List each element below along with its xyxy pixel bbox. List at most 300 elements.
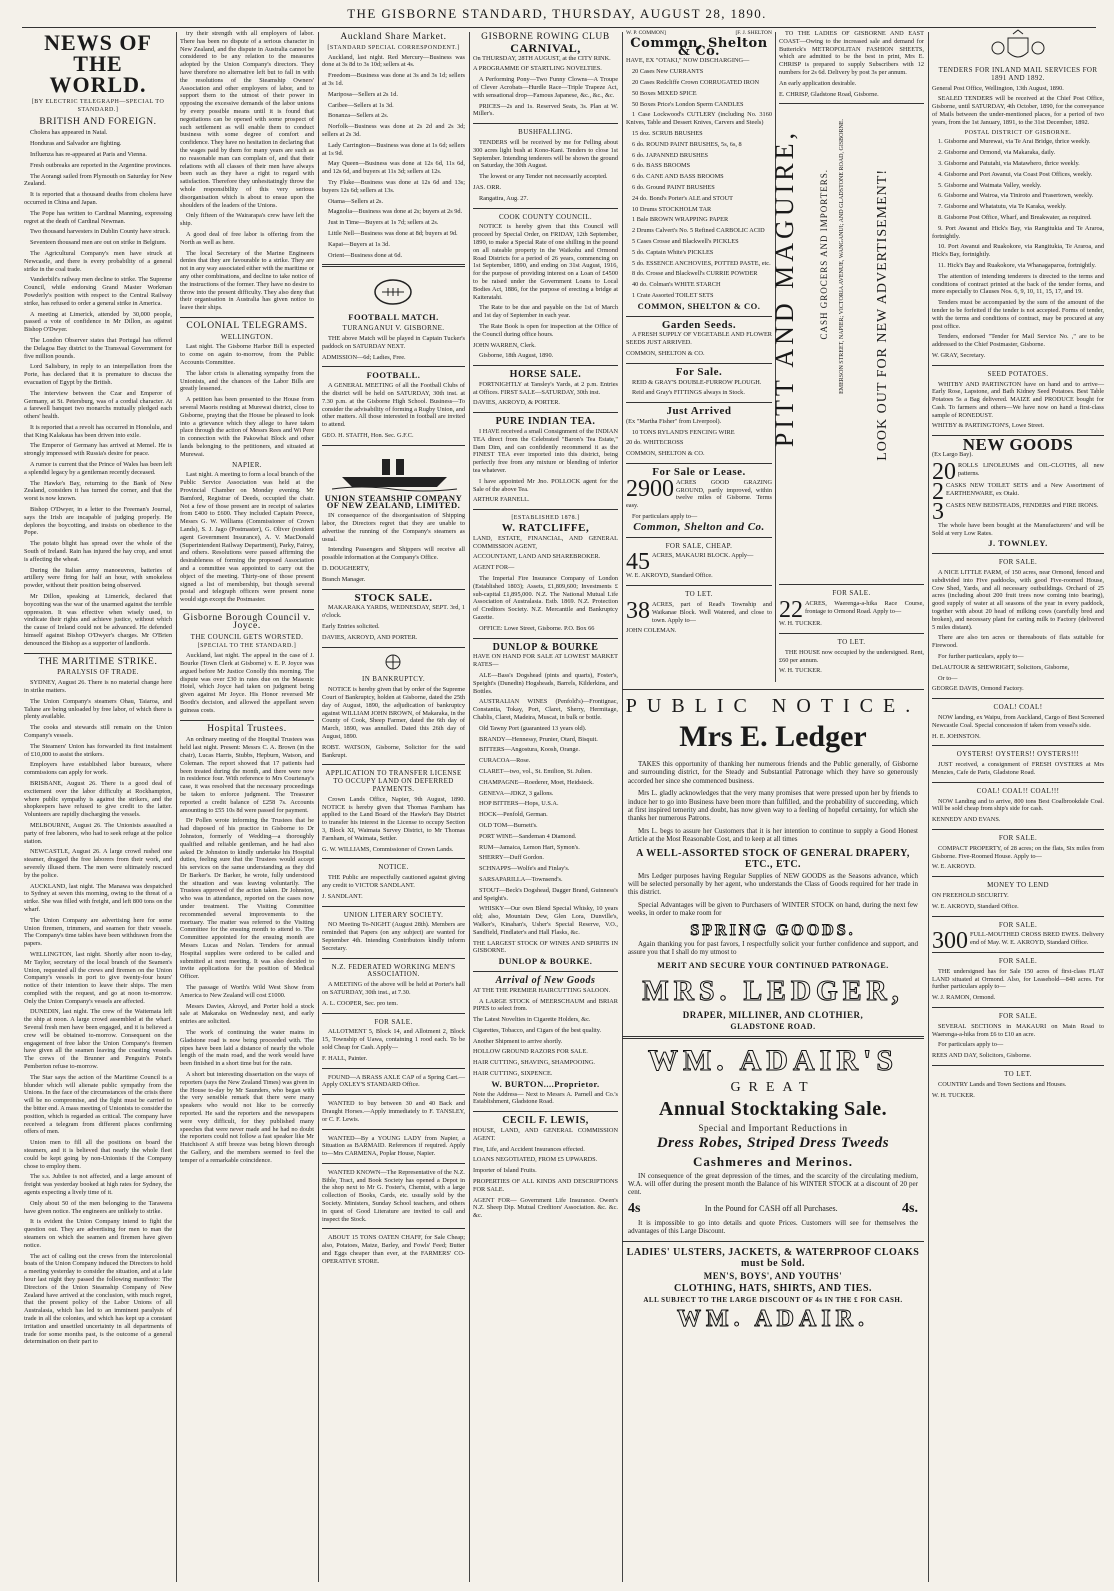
farm-sign-2: GEORGE DAVIS, Ormond Factory. (932, 685, 1024, 693)
carnival-text: A Performing Pony—Two Funny Clowns—A Troupe of Clever Acrobats—Hurdle Race—Triple Trapeze Act, with sensational drop—Famous Japanese, &c., &c., &c. (473, 76, 618, 99)
bushfalling-text: TENDERS will be received by me for Felling about 300 acres light bush at Kono-Kani. Tenders to close 1st September. Intending tenderers will be shown the ground on Saturday, the 30th August. (473, 138, 618, 170)
divider (322, 858, 465, 859)
goods-item: 50 Boxes Price's London Sperm CANDLES (632, 100, 744, 108)
maritime-strike-heading: THE MARITIME STRIKE. (38, 656, 158, 667)
football-text: THE above Match will be played in Captain Tucker's paddock on SATURDAY NEXT. (322, 334, 465, 350)
divider (622, 1036, 924, 1039)
divider (180, 720, 314, 721)
sections-apply: For particulars apply to— (938, 1041, 1004, 1049)
divider (322, 1068, 465, 1069)
goods-item: 2 Drums Calvert's No. 5 Refined CARBOLIC ACID (632, 227, 765, 235)
divider (626, 316, 772, 317)
special-note: [SPECIAL TO THE STANDARD.] (197, 643, 297, 650)
compact-heading: FOR SALE. (998, 833, 1038, 842)
strike-paragraph: The act of calling out the crews from the intercolonial boats of the Union Company induced the Directors to hold a meeting yesterday to consider the situation, and at a late hour last night they passed the following manifesto: The Directors of the Union Steamship Company of New Zealand have arrived at the conclusion, with much regret, that the present policy of the Labor Unions of all Australasia, which has led to an imminent paralysis of trade in all the colonies, and which has kept up a constant irritation and unsettled uncertainty in all departments of trade for some months past, is the outcome of a general determination on their part to (24, 1252, 172, 1346)
column-rule (469, 32, 470, 1582)
divider (932, 916, 1104, 917)
divider (322, 1129, 465, 1130)
news-paragraph: Cholera has appeared in Natal. (30, 129, 108, 137)
gpo-text-3: Tenders must be accompanied by the sum of the amount of the tender to be forfeited if the tender is not accepted. Forms of tender, with the terms and conditions of contract, may be procured at any post office. (932, 299, 1104, 330)
just-arrived-title: Just Arrived (666, 405, 732, 418)
goods-item: 1 Crate Assorted TOILET SETS (632, 291, 714, 299)
ratcliffe-subtitle: LAND, ESTATE, FINANCIAL, AND GENERAL COMMISSION AGENT, (473, 534, 618, 550)
gpo-line: General Post Office, Wellington, 13th August, 1890. (932, 84, 1064, 92)
share-quote: Magnolia—Business was done at 2s; buyers at 2s 9d. (328, 208, 463, 216)
new-goods-note: The whole have been bought at the Manufacturers' and will be Sold at very Low Rates. (932, 521, 1104, 537)
goods-item: 24 do. Bond's Porter's ALE and STOUT (632, 194, 733, 202)
lease-apply: For particulars apply to— (632, 513, 698, 521)
news-paragraph: Honduras and Salvador are fighting. (30, 140, 122, 148)
goods-list (626, 68, 772, 300)
let-text: ACRES, part of Read's Township and Waikanae Block. Well Watered, and close to town. Apply to— (652, 601, 772, 624)
column-rule (176, 32, 177, 1582)
new-goods-3: 3 CASES NEW BEDSTEADS, FENDERS and FIRE IRONS. (932, 502, 1104, 510)
dunlop-item: Old Tawny Port (guaranteed 13 years old). (479, 724, 587, 732)
farm-sign: DeLAUTOUR & SHEWRIGHT, Solicitors, Gisborne, (932, 663, 1070, 671)
lewis-title: CECIL F. LEWIS, (502, 1115, 589, 1127)
news-paragraph: Fresh outbreaks are reported in the Argentine provinces. (30, 161, 172, 169)
hollow-razors: HOLLOW GROUND RAZORS FOR SALE. (473, 1048, 588, 1056)
haircut-services: HAIR CUTTING, SHAVING, SHAMPOOING. (473, 1059, 595, 1067)
coal2-sign: KENNEDY AND EVANS. (932, 816, 1001, 824)
divider (779, 584, 924, 585)
union-company-title: UNION STEAMSHIP COMPANY OF NEW ZEALAND, LIMITED. (324, 492, 463, 511)
lewis-loans: LOANS NEGOTIATED, FROM £5 UPWARDS. (473, 1156, 598, 1164)
dunlop-sign: DUNLOP & BOURKE. (498, 956, 593, 967)
goods-item: 50 Boxes MIXED SPICE (632, 89, 697, 97)
wellington-paragraph: A petition has been presented to the House from several Maoris residing at Murewai district, close to Gisborne, praying that the House be pleased to look into a grievance which they allege to have taken place through the action of Messrs Rees and Wi Pere in connection with the Pakowhai Block and other lands belonging to the petitioners, and situated at Murewai. (180, 396, 314, 458)
burton-address: Note the Address— Next to Messrs A. Parnell and Co.'s Establishment, Gladstone Road. (473, 1090, 618, 1106)
stock-sale-entries: Early Entries solicited. (322, 623, 380, 631)
dunlop-item: BITTERS—Angostura, Koosh, Orange. (479, 746, 580, 754)
football-match-title: FOOTBALL MATCH. (348, 312, 439, 323)
dunlop-largest: THE LARGEST STOCK OF WINES AND SPIRITS IN GISBORNE. (473, 939, 618, 955)
oysters-text: JUST received, a consignment of FRESH OYSTERS at Mrs Menzies, Cafe de Paris, Gladstone Road. (932, 761, 1104, 776)
mail-route: 3. Gisborne and Patutahi, via Matawhero, thrice weekly. (938, 159, 1080, 167)
dunlop-item: OLD TOM—Burnett's. (479, 821, 538, 829)
public-notice-title: PUBLIC NOTICE. (625, 695, 921, 717)
gladstone-line: GLADSTONE ROAD. (730, 1021, 816, 1031)
dunlop-item: HOCK—Penfold, German. (479, 811, 548, 819)
ledger-name: Mrs E. Ledger (679, 720, 867, 753)
stock-sale-sign: DAVIES, AKROYD, AND PORTER. (322, 633, 418, 641)
new-goods-2: 2 CASKS NEW TOILET SETS and a New Assortment of EARTHENWARE, ex Otaki. (932, 478, 1104, 505)
goods-item: 6 do. JAPANNED BRUSHES (632, 151, 709, 159)
house-to-let-heading: TO LET. (837, 637, 866, 646)
county-council-text-3: The Rate Book is open for inspection at the Office of the Council during office hours. (473, 322, 618, 338)
coal-text: NOW landing, ex Waipu, from Auckland, Cargo of Best Screened Newcastle Coal. Special concession if taken from vessel's side. (932, 714, 1104, 729)
divider (322, 764, 465, 765)
divider (626, 585, 772, 586)
money-heading: MONEY TO LEND (987, 881, 1049, 890)
literary-text: NO Meeting To-NIGHT (August 28th). Members are reminded that Papers (on any subject) are wanted for September 4th. Intending Contributors kindly inform Secretary. (322, 921, 465, 952)
otaki-discharge: HAVE, EX "OTAKI," NOW DISCHARGING— (626, 57, 750, 65)
hospital-paragraphs (180, 736, 314, 1164)
reductions-line: Special and Important Reductions in (698, 1122, 848, 1133)
share-quote: Caribee—Sellers at 1s 3d. (328, 101, 394, 109)
indian-tea-sign: ARTHUR FARNELL. (473, 496, 530, 504)
farm-text-3: For further particulars, apply to— (938, 653, 1024, 661)
notice-heading: NOTICE. (378, 863, 409, 872)
strike-paragraph: A good deal of free labor is offering from the North as well as here. (180, 230, 314, 246)
working-men-heading: N.Z. FEDERATED WORKING MEN'S ASSOCIATION. (331, 962, 456, 979)
race-course-acres: 22 (779, 597, 803, 624)
indian-tea-title: PURE INDIAN TEA. (495, 416, 596, 428)
dunlop-items (473, 672, 618, 937)
wellington-paragraph: The labor crisis is alienating sympathy from the Unionists, and the chances of the Labor Bills are greatly lessened. (180, 369, 314, 393)
news-paragraph: Lord Salisbury, in reply to an interpellation from the Porte, has declared that it is premature to discuss the evacuation of Egypt by the British. (24, 363, 172, 386)
ratcliffe-title: W. RATCLIFFE, (501, 522, 590, 535)
ledger-p4: Mrs Ledger purposes having Regular Supplies of NEW GOODS as the Seasons advance, which will be selected personally by her agent, who understands the Class of Goods required for her trade in this district. (628, 871, 918, 897)
goods-item: 6 do. ROUND PAINT BRUSHES, 5s, 6s, 8 (632, 140, 742, 148)
dress-robes-line: Dress Robes, Striped Dress Tweeds (656, 1134, 890, 1151)
divider (779, 103, 924, 104)
ladies-sign: E. CHRISP, Gladstone Road, Gisborne. (779, 90, 879, 98)
premier-text-4: Another Shipment to arrive shortly. (473, 1037, 563, 1045)
divider (473, 365, 618, 366)
horse-sale-title: HORSE SALE. (509, 369, 582, 381)
column-ads-3 (626, 30, 772, 680)
strike-continued (180, 30, 314, 312)
carnival-title: CARNIVAL, (510, 40, 581, 55)
steamship-icon (322, 451, 465, 493)
lease-text: ACRES GOOD GRAZING GROUND, partly improved, within twelve miles of Gisborne. Terms easy. (626, 478, 772, 510)
borough-paragraphs (180, 652, 314, 714)
discount-text: In the Pound for CASH off all Purchases. (704, 1204, 838, 1214)
union-company-text (322, 512, 465, 562)
news-paragraph: The Emperor of Germany has arrived at Memel. He is strongly impressed with Russia's desire for peace. (24, 442, 172, 458)
hospital-paragraph: Dr Pollen wrote informing the Trustees that he had disposed of his practice in Gisborne to Dr Johnston, formerly of Wedding—a thoroughly qualified and reliable gentleman, and he had also asked Dr Johnston to kindly undertake his Hospital duties, feeling sure that the Trustees would accept his services on the same understanding as they did Dr Barker's. Dr Barker, he wrote, fully understood the situation and was leaving voluntarily. The Trustees approved of the action taken. Dr Johnston, who was in attendance, reported on the cases now under treatment. The Visiting Committee recommended several improvements to the mortuary. The matter was referred to the Visiting Committee for the ensuing month to attend to. The Committee appointed for the ensuing month are Messrs Lucas and Nolan. Tenders for annual Hospital supplies were ordered to be called and submitted at next meeting. It was also decided to invite applications for the position of Medical Officer. (180, 817, 314, 981)
strike-paragraph: DUNEDIN, last night. The crew of the Waitemata left the ship at noon. A large crowd assembled at the wharf. Several fresh men have been engaged, and it is believed a crew will be obtained to-morrow. Consequent on the engagement of free labor the Union Company's firemen have given all the seamen leaving the coasting vessels. The crews of the Brunner and Penguin's Point's Pemberton refuse to-morrow. (24, 1008, 172, 1071)
share-quote: Lady Carrington—Business was done at 1s 6d; sellers at 1s 9d. (322, 141, 465, 157)
goods-item: 6 do. CANE AND BASS BROOMS (632, 173, 724, 181)
license-text: Crown Lands Office, Napier, 9th August, 1890. NOTICE is hereby given that Thomas Farnham has applied to the Land Board of the Hawke's Bay District to transfer his interest in the License to occupy Section 3, Block XI, Waimata Survey District, to Mr Thomas Farnham, of Waimata, Settler. (322, 795, 465, 842)
dunlop-item: PORT WINE—Sandeman 4 Diamond. (479, 832, 577, 840)
strike-paragraph: AUCKLAND, last night. The Manawa was despatched to Sydney at seven this morning, owing to the threat of a strike. She was filled with freight, and left 800 tons on the wharf. (24, 882, 172, 913)
colonial-heading: COLONIAL TELEGRAMS. (186, 320, 308, 331)
wanted-known-text: WANTED KNOWN—The Representative of the N.Z. Bible, Tract, and Book Society has opened a Depot in the shop next to Mr G. Foster's, Chemist, with a large collection of Books, Cards, etc. usually sold by the Society. Ministers, Sunday School teachers, and others in quest of Good Literature are invited to call and inspect the Stock. (322, 1168, 465, 1223)
goods-item: 40 do. Colman's WHITE STARCH (632, 281, 721, 289)
working-men-sign: A. L. COOPER, Sec. pro tem. (322, 999, 398, 1007)
mrs-ledger-banner: MRS. LEDGER, (642, 975, 904, 1007)
divider (473, 509, 618, 510)
divider (473, 123, 618, 124)
oysters-heading: OYSTERS! OYSTERS!! OYSTERS!!! (956, 750, 1080, 759)
strike-paragraph: Only about 50 of the men belonging to the Tarawera have given notice. The engineers are unlikely to strike. (24, 1199, 172, 1215)
strike-paragraph: The s.s. Jubilee is not affected, and a large amount of freight was yesterday booked at high rates for Sydney, the agents expecting a lively time of it. (24, 1173, 172, 1197)
mail-route: 2. Gisborne and Ormond, via Makaraka, daily. (938, 149, 1056, 157)
football-admission: ADMISSION—6d; Ladies, Free. (322, 353, 406, 361)
garden-seeds-sign: COMMON, SHELTON & CO. (626, 349, 705, 357)
for-sale-text: ALLOTMENT 5, Block 14, and Allotment 2, Block 15, Township of Uawa, containing 1 rood each. To be sold Cheap for Cash. Apply— (322, 1028, 465, 1051)
share-quote: Try Fluke—Business was done at 12s 6d and 13s; buyers 12s 6d; sellers at 13s. (322, 178, 465, 194)
burton-sign: W. BURTON....Proprietor. (491, 1078, 600, 1089)
divider (322, 445, 465, 446)
dunlop-item: AUSTRALIAN WINES (Penfold's)—Frontignac, Constantia, Tokay, Port, Claret, Sherry, Hermitage, Chablis, Claret, Madeira, Muscat, in bulk or bottle. (473, 698, 618, 721)
column-ads-4 (770, 30, 924, 680)
share-quote: Auckland, last night. Red Mercury—Business was done at 3s 8d to 3s 10d; sellers at 4s. (322, 53, 465, 69)
pitt-maguire-title: PITT AND MAGUIRE, (770, 129, 799, 448)
ratcliffe-office: OFFICE: Lowe Street, Gisborne. P.O. Box 66 (479, 624, 595, 632)
new-goods-1: 20 ROLLS LINOLEUMS and OIL-CLOTHS, all new patterns. (932, 458, 1104, 485)
masthead-title: THE GISBORNE STANDARD, THURSDAY, AUGUST 28, 1890. (347, 6, 767, 21)
great-line: GREAT (730, 1079, 816, 1095)
new-goods-sub: (Ex Largo Bay). (932, 451, 973, 459)
divider (932, 829, 1104, 830)
goods-item: 8 do. Crosse and Blackwell's CURRIE POWDER (632, 270, 758, 278)
coal-sign: H. E. JOHNSTON. (932, 732, 981, 740)
dunlop-intro: HAVE ON HAND FOR SALE AT LOWEST MARKET RATES— (473, 653, 618, 669)
dunlop-item: ALE—Bass's Dogshead (pints and quarts), Foster's, Speight's (Dunedin) Hogsheads, Barrels, Kilderkins, and Bottles. (473, 672, 618, 695)
license-sign: G. W. WILLIAMS, Commissioner of Crown Lands. (322, 845, 454, 853)
column-news (24, 30, 172, 1583)
mail-tenders-heading: TENDERS FOR INLAND MAIL SERVICES FOR 1891 AND 1892. (938, 66, 1098, 82)
county-council-heading: COOK COUNTY COUNCIL. (498, 212, 593, 221)
union-role: Branch Manager. (322, 575, 366, 583)
stock-sale-text: MAKARAKA YARDS, WEDNESDAY, SEPT. 3rd, 1 o'clock. (322, 604, 465, 620)
ratcliffe-text: The Imperial Fire Insurance Company of London (Established 1803); Assets, £1,809,600; Investments £ sub-capital £1,895,000. N.Z. The National Mutual Life Association of Australasia. Estb. 1869. N.Z. Protection of Creditors Society. N.Z. Mercantile and Bankruptcy Gazette. (473, 575, 618, 622)
napier-paragraphs (180, 471, 314, 604)
coal-heading: COAL! COAL! (993, 703, 1043, 712)
discount-left: 4s (628, 1200, 641, 1216)
money-sign: W. E. AKROYD, Standard Office. (932, 902, 1019, 910)
farm-text: A NICE LITTLE FARM, of 150 acres, near Ormond, fenced and subdivided into Five paddocks, with good Five-roomed House, Cow Shed, Yards, and all necessary outbuildings. Orchard of 25 acres (including about 200 fruit trees now coming into bearing), good supply of water at all seasons of the year in every paddock, together with about 20 head of milking cows (carefully bred and broken), and necessary plant for carting milk to Factory (delivered 5 miles distant). (932, 569, 1104, 631)
mail-route: 4. Gisborne and Port Awanui, via Coast Post Offices, weekly. (938, 170, 1093, 178)
let-acres: 38 (626, 598, 650, 625)
union-paragraph: IN consequence of the disorganisation of Shipping labor, the Directors regret that they are unable to advertise the running of the Company's steamers as usual. (322, 512, 465, 543)
dunlop-item: SHERRY—Duff Gordon. (479, 854, 544, 862)
royal-arms-icon (988, 30, 1048, 64)
bankruptcy-heading: IN BANKRUPTCY. (361, 675, 426, 684)
coal2-heading: COAL! COAL!! COAL!!! (976, 786, 1060, 795)
new-goods-3-text: CASES NEW BEDSTEADS, FENDERS and FIRE IRONS. (946, 501, 1099, 509)
dunlop-title: DUNLOP & BOURKE (492, 641, 599, 653)
goods-item: 5 do. Captain White's PICKLES (632, 248, 714, 256)
strike-paragraph: It is evident the Union Company intend to fight the question out. They are advertising for men to man the steamers on which the seamen and firemen have given notice. (24, 1218, 172, 1249)
coat-of-arms-icon (322, 653, 465, 671)
goods-item: 6 do. Ground PAINT BRUSHES (632, 183, 715, 191)
subject-line: ALL SUBJECT TO THE LARGE DISCOUNT OF 4s IN THE £ FOR CASH. (643, 1295, 903, 1304)
gpo-text-2: The attention of intending tenderers is directed to the terms and conditions of contract printed at the back of the tender forms, and more especially to Clauses Nos. 6, 9, 10, 11, 15, 17, and 19. (932, 272, 1104, 296)
wanted-barmaid-text: WANTED—By a YOUNG LADY from Napier, a Situation as BARMAID. References if required. Apply to—Mrs CARMENA, Poplar House, Napier. (322, 1134, 465, 1158)
country-text: COUNTRY Lands and Town Sections and Houses. (938, 1080, 1067, 1088)
share-quote: Orient—Business done at 6d. (328, 251, 403, 259)
cheap-sign: W. E. AKROYD, Standard Office. (626, 572, 713, 580)
common-shelton-sign: COMMON, SHELTON & CO. (637, 300, 761, 311)
premier-text: A LARGE STOCK of MEERSCHAUM and BRIAR PIPES to select from. (473, 997, 618, 1013)
divider (626, 363, 772, 364)
goods-item: 20 Cases Redcliffe Crown CORRUGATED IRON (632, 78, 760, 86)
just-arrived-sub: (Ex "Martha Fisher" from Liverpool). (626, 417, 722, 425)
flat-land-sign: W. J. RAMON, Ormond. (932, 994, 996, 1002)
country-sign: W. H. TUCKER. (932, 1091, 975, 1099)
goods-item: 20 Cases New CURRANTS (632, 68, 704, 76)
divider (322, 366, 465, 367)
new-goods-title: Arrival of New Goods (495, 974, 596, 986)
strike-paragraph: try their strength with all employers of labor. There has been no dispute of a serious character in New Zealand, and the dispute in Australia cannot be considered to be any relation to the measures adopted by the Union Company's directors. They have therefore no alternative left but to fall in with the resolutions of the Steamship Owners' Association and other employers of labor, and to support them to the utmost of their power in opposing the excessive demands of the labor unions by every possible means until it is found that negotiations can be opened with some prospect of such settlement as will enable them to conduct business with some degree of comfort and confidence. They have no hesitation in declaring that the wages paid by them for many years are such as no reasonable man can complain of, and that their relations with all classes of their men have always been such as they have a right to regard with satisfaction. Therefore they unhesitatingly throw the whole responsibility of this very serious disorganisation which is about to ensue upon the shoulders of the leaders of the Unions. (180, 30, 314, 209)
divider (932, 745, 1104, 746)
common-shelton-title: Common, Shelton & Co. (630, 35, 768, 59)
goods-item: 5 Cases Crosse and Blackwell's PICKLES (632, 237, 739, 245)
column-ads-2 (473, 30, 618, 1583)
seed-potatoes-sign: WHITBY & PARTINGTON'S, Lowe Street. (932, 422, 1045, 430)
new-goods-1-text: ROLLS LINOLEUMS and OIL-CLOTHS, all new patterns. (958, 461, 1104, 477)
public-notice (622, 684, 924, 1584)
strike-paragraph: The Union Company's steamers Ohau, Taiaroa, and Talune are being unloaded by free labor, of which there is plenty available. (24, 697, 172, 721)
divider (180, 609, 314, 610)
goods-item: 1 Bale BROWN WRAPPING PAPER (632, 216, 729, 224)
established-note: [ESTABLISHED 1878.] (511, 515, 580, 522)
ewes-text: FULL-MOUTHED CROSS BRED EWES. Delivery end of May. W. E. AKROYD, Standard Office. (970, 931, 1104, 947)
news-paragraph: The Agricultural Company's men have struck at Newcastle, and there is every probability of a general strike in the coal trade. (24, 249, 172, 273)
divider (626, 402, 772, 403)
share-quote: Freedom—Business was done at 3s and 3s 1d; sellers at 3s 1d. (322, 72, 465, 87)
mail-route: 6. Gisborne and Wairoa, via Tiniroto and Frasertown, weekly. (938, 192, 1094, 200)
license-heading: APPLICATION TO TRANSFER LICENSE TO OCCUPY LAND ON DEFERRED PAYMENTS. (325, 769, 462, 793)
draper-line: DRAPER, MILLINER, AND CLOTHIER, (682, 1009, 864, 1020)
premier-text-2: The Latest Novelties in Cigarette Holders, &c. (473, 1016, 591, 1024)
adair-p1: IN consequence of the great depression of the times, and the scarcity of the circulating medium, W.A. will offer during the present month the Balance of his WINTER STOCK at a discount of 20 per cent. (628, 1171, 918, 1197)
chaff-text: ABOUT 15 TONS OATEN CHAFF, for Sale Cheap; also, Potatoes, Maize, Barley, and Fowls' Feed; Butter and Eggs cheaper than ever, at the FARMERS' CO-OPERATIVE STORE. (322, 1234, 465, 1265)
divider (473, 208, 618, 209)
share-quote: Little Nell—Business was done at 8d; buyers at 9d. (328, 229, 458, 237)
haircut-price: HAIR CUTTING, SIXPENCE. (473, 1070, 553, 1078)
lewis-importer: Importer of Island Fruits. (473, 1167, 537, 1175)
compact-sign: W. E. AKROYD. (932, 863, 976, 871)
county-council-sign: JOHN WARREN, Clerk. (473, 341, 536, 349)
column-rule (318, 32, 319, 1582)
mens-line: MEN'S, BOYS', AND YOUTHS' (703, 1270, 843, 1281)
mail-route: 1. Gisborne and Murewai, via Te Arai Bridge, thrice weekly. (938, 138, 1091, 146)
news-paragraph: The Hawke's Bay, returning to the Bank of New Zealand, considers it has turned the corner, and that the worst is now known. (24, 479, 172, 503)
lease-block (626, 475, 772, 510)
news-paragraph: A rumor is current that the Prince of Wales has been left a splendid legacy by a gentleman recently deceased. (24, 461, 172, 476)
sections-sign: REES AND DAY, Solicitors, Gisborne. (932, 1052, 1032, 1060)
union-signature: D. DOUGHERTY, (322, 565, 370, 573)
share-quote: Norfolk—Business was done at 2s 2d and 2s 3d; sellers at 2s 3d. (322, 123, 465, 138)
share-quote: Just in Time—Buyers at 1s 7d; sellers at 2s. (328, 219, 439, 227)
british-foreign-heading: BRITISH AND FOREIGN. (39, 116, 157, 127)
hospital-heading: Hospital Trustees. (207, 723, 287, 734)
indian-tea-text-2: I have appointed Mr Jno. POLLOCK agent for the Sale of the above Tea. (473, 477, 618, 493)
news-paragraph: Two thousand harvesters in Dublin County have struck. (30, 228, 171, 236)
divider (932, 553, 1104, 554)
divider (322, 906, 465, 907)
news-byline: [BY ELECTRIC TELEGRAPH—SPECIAL TO STANDARD.] (31, 99, 165, 113)
share-quote: Bonanza—Sellers at 2s. (328, 112, 389, 120)
race-course-heading: FOR SALE. (832, 589, 871, 598)
news-paragraph: Seventeen thousand men are out on strike in Belgium. (30, 239, 167, 247)
goods-item: 1 Case Lockwood's CUTLERY (including No. 3160 Knives, Table and Dessert Knives, Carvers and Steels) (626, 111, 772, 127)
strike-paragraph: NEWCASTLE, August 26. A large crowd rushed one steamer, dragged the free laborers from their work, and severely illused them. The men were ultimately rescued by the police. (24, 848, 172, 879)
divider (473, 1111, 618, 1112)
football-teams: TURANGANUI V. GISBORNE. (342, 324, 445, 333)
dunlop-item: GENEVA—JDKZ, 3 gallons. (479, 789, 554, 797)
wellington-heading: WELLINGTON. (220, 332, 274, 341)
news-paragraph: Vanderbilt's railway men decline to strike. The Supreme Council, while endorsing Grand Master Workman Powderly's position with respect to the Central Railway strike, has refused to order a general strike in America. (24, 276, 172, 307)
dunlop-item: CLARET—two, vol., St. Emilion, St. Julien. (479, 767, 592, 775)
goods-item: 5 do. ESSENCE ANCHOVIES, POTTED PASTE, etc. (632, 259, 771, 267)
divider (322, 958, 465, 959)
strike-paragraph: The Star says the action of the Maritime Council is a blunder which will alienate public sympathy from the Unions. In the face of the circumstances of the crisis there will be no compromise, and the fight must be carried to the bitter end. A mass meeting of Unionists to consider the position, which is regarded as critical. The company have received a telegram from different places confirming offers of men. (24, 1073, 172, 1136)
flat-land-text: THE undersigned has for Sale 150 acres of first-class FLAT LAND situated at Ormond. Also, for Leasehold—840 acres. For further particulars apply to— (932, 967, 1104, 991)
money-text: ON FREEHOLD SECURITY. (932, 891, 1009, 899)
to-let-heading: TO LET. (685, 590, 713, 599)
literary-heading: UNION LITERARY SOCIETY. (343, 910, 444, 919)
new-goods-heading: NEW GOODS (962, 435, 1074, 455)
news-paragraph: Mr Dillon, speaking at Limerick, declared that boycotting was the war of the unarmed against the terrible oppression. It was effective when wisely used, to vindicate their rights and achieve justice, without which the cause of Ireland could not be advanced. He defended himself against Bishop O'Dwyer's charges. Mr O'Brien denounced the Bishop as a supporter of landlords. (24, 593, 172, 647)
divider (322, 1228, 465, 1229)
column-ads-5 (932, 30, 1104, 1583)
strike-paragraph: The Union Company are advertising here for some Union firemen, trimmers, and seamen for their vessels. The Company's time tables have been withdrawn from the papers. (24, 916, 172, 948)
share-market-paragraphs (322, 54, 465, 260)
gpo-sign: W. GRAY, Secretary. (932, 351, 986, 359)
carnival-date: On THURSDAY, 28TH AUGUST, at the CITY RINK. (473, 54, 611, 62)
partner-right: [F. J. SHELTON (735, 30, 772, 36)
wanted-horses-text: WANTED to buy between 30 and 40 Back and Draught Horses.—Apply immediately to F. TANSLEY, or C. F. Lewis. (322, 1100, 465, 1123)
hospital-paragraph: A short but interesting dissertation on the ways of reporters (says the New Zealand Times) was given in the House to-day by Mr Saunders, who began with the very sensible remark that there were many speakers who would not like to be correctly reported. He said the reporters and the newspapers were very difficult, for they published many speeches that were never made and he had no doubt the reporters could not follow a fast speaker like Mr Hutchison! A stiff breeze was being blown through the Gallery, and the members seemed to feel the temper of a remarkable coincidence. (180, 1071, 314, 1164)
compact-text: COMPACT PROPERTY, of 28 acres; on the flats, Six miles from Gisborne. Five-Roomed House. Apply to— (932, 844, 1104, 860)
column-ads-1 (322, 30, 465, 1583)
ledger-p5: Special Advantages will be given to Purchasers of WINTER STOCK on hand, during the next few weeks, in order to make room for (628, 900, 918, 918)
pitt-maguire-subtitle: CASH GROCERS AND IMPORTERS. (819, 169, 829, 340)
divider (322, 647, 465, 648)
postal-district: POSTAL DISTRICT OF GISBORNE. (964, 129, 1072, 136)
ewes-block (932, 928, 1104, 955)
strike-paragraph: MELBOURNE, August 26. The Unionists assaulted a party of free laborers, who had to seek refuge at the police station. (24, 821, 172, 845)
mail-route: 8. Gisborne Post Office, Wharf, and Breakwater, as required. (938, 213, 1092, 221)
coal2-text: NOW Landing and to arrive, 800 tons Best Coalbrookdale Coal. Will be sold cheap from ship's side for cash. (932, 797, 1104, 813)
sale-lease-title: For Sale or Lease. (652, 466, 746, 479)
garden-seeds-text: A FRESH SUPPLY OF VEGETABLE AND FLOWER SEEDS JUST ARRIVED. (626, 331, 772, 347)
strike-paragraph: SYDNEY, August 26. There is no material change here in strike matters. (24, 679, 172, 694)
ulsters-line: LADIES' ULSTERS, JACKETS, & WATERPROOF CLOAKS must be Sold. (626, 1246, 920, 1269)
county-council-text: NOTICE is hereby given that this Council will proceed by Special Order, on FRIDAY, 12th September, 1890, to make a Special Rate of one shilling in the pound on all rateable property in the Waikohu and Ormond Road Districts for a period of 26 years, commencing on 1st September, 1890, and ending on 31st August, 1916, for the purpose of providing interest on a Loan of £4500 to be raised under the Government Loans to Local Bodies Act, 1886, for the purpose of erecting a bridge at Kaiteratahi. (473, 223, 618, 301)
mail-route: 5. Gisborne and Waimata Valley, weekly. (938, 181, 1042, 189)
news-paragraph: A meeting at Limerick, attended by 30,000 people, passed a vote of confidence in Mr Dillon, as against Bishop O'Dwyer. (24, 310, 172, 334)
goods-item: 15 doz. SCRUB BRUSHES (632, 129, 703, 137)
divider (322, 1094, 465, 1095)
strike-paragraphs (24, 679, 172, 1346)
news-paragraph: The London Observer states that Portugal has offered the Delagoa Bay district to the Transvaal Government for five million pounds. (24, 336, 172, 360)
news-paragraph: It is reported that a thousand deaths from cholera have occurred in China and Japan. (24, 191, 172, 206)
dunlop-item: RUM—Jamaica, Lemon Hart, Symon's. (479, 843, 580, 851)
ledger-p3: Mrs L. begs to assure her Customers that it is her intention to continue to supply a Good Honest Article at the Most Reasonable Cost, and to keep at all times (628, 826, 918, 844)
ladies-note: An early application desirable. (779, 79, 857, 87)
wellington-paragraphs (180, 343, 314, 458)
share-quote: May Queen—Business was done at 12s 6d, 11s 6d, and 12s 6d, and buyers at 11s 3d; sellers at 12s. (322, 160, 465, 176)
borough-heading: Gisborne Borough Council v. Joyce. (183, 612, 311, 631)
goods-item: 10 Drums STOCKHOLM TAR (632, 205, 712, 213)
country-heading: TO LET. (1004, 1069, 1032, 1078)
stocktaking-title: Annual Stocktaking Sale. (658, 1097, 888, 1120)
rowing-club-title: GISBORNE ROWING CLUB (481, 32, 610, 42)
strike-paragraph: The Steamers' Union has forwarded its first instalment of £10,000 to assist the strikers. (24, 742, 172, 758)
found-text: FOUND—A BRASS AXLE CAP of a Spring Cart.—Apply OXLEY'S STANDARD Office. (322, 1073, 465, 1089)
flat-land-heading: FOR SALE. (998, 956, 1038, 965)
sections-text: SEVERAL SECTIONS in MAKAURI on Main Road to Waerenga-a-hika from £6 to £10 an acre. (932, 1022, 1104, 1038)
strike-paragraph: The local Secretary of the Marine Engineers denies that they are favourable to a strike. They are not in any way associated either with the maritime or any other combinations, and decline to take notice of the instructions of the former. They have no desire to throw into the present difficulty. They also deny that their organisation in Australia has given notice to leave their ships. (180, 249, 314, 312)
gpo-text-4: Tenders, endorsed "Tender for Mail Service No. ," are to be addressed to the Chief Postmaster, Gisborne. (932, 333, 1104, 349)
mail-route: 11. Hick's Bay and Ruakokore, via Whanagaparoa, fortnightly. (938, 261, 1096, 269)
divider (473, 638, 618, 639)
divider (932, 1065, 1104, 1066)
lewis-text: Fire, Life, and Accident Insurances effected. (473, 1145, 585, 1153)
townley-sign: J. TOWNLEY. (988, 538, 1048, 549)
mail-route: 7. Gisborne and Whatatutu, via Te Karaka, weekly. (938, 203, 1067, 211)
news-paragraph: The Aorangi sailed from Plymouth on Saturday for New Zealand. (24, 172, 173, 188)
divider (473, 412, 618, 413)
